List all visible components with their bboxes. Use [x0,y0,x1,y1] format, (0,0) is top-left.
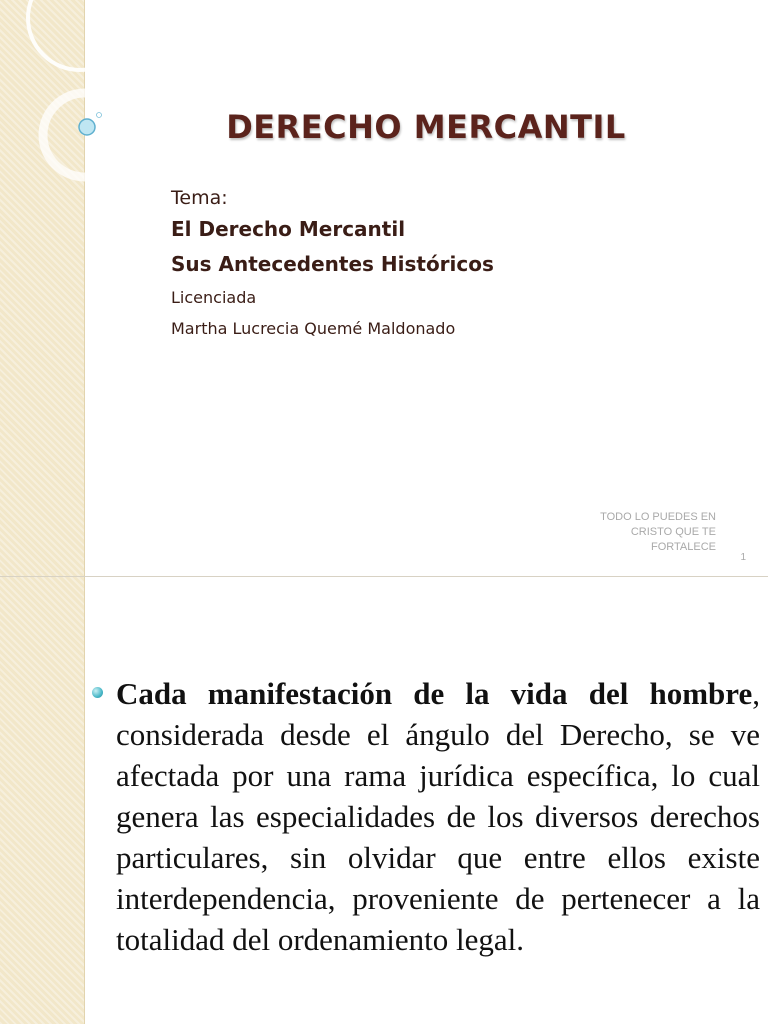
page-number: 1 [740,552,746,563]
footer-line-3: FORTALECE [651,541,716,553]
bullet-bold-text: Cada manifestación de la vida del hombre [116,676,753,711]
decorative-side-band [0,577,85,1024]
bullet-regular-text: , considerada desde el ángulo del Derecho, se ve afectada por una rama jurídica específica, lo cual genera las especialidades de los diversos derechos particulares, sin olvidar que entre ellos existe interdependencia, proveniente de pertenecer a la totalidad del ordenamiento legal. [116,676,760,957]
author-title: Licenciada [171,288,257,307]
tema-label: Tema: [171,187,228,209]
bullet-item [92,673,760,960]
footer-line-1: TODO LO PUEDES EN [600,511,716,523]
slide-title: DERECHO MERCANTIL [226,108,626,146]
decorative-ring-top [28,0,132,70]
footer-line-2: CRISTO QUE TE [630,526,716,538]
author-name: Martha Lucrecia Quemé Maldonado [171,319,456,338]
decorative-circles [0,0,150,200]
topic-line-2: Sus Antecedentes Históricos [171,252,494,276]
subtitle-block [171,184,494,344]
topic-line-1: El Derecho Mercantil [171,217,406,241]
bullet-text [116,673,760,960]
bullet-icon [92,687,103,698]
footer-note [496,510,716,555]
